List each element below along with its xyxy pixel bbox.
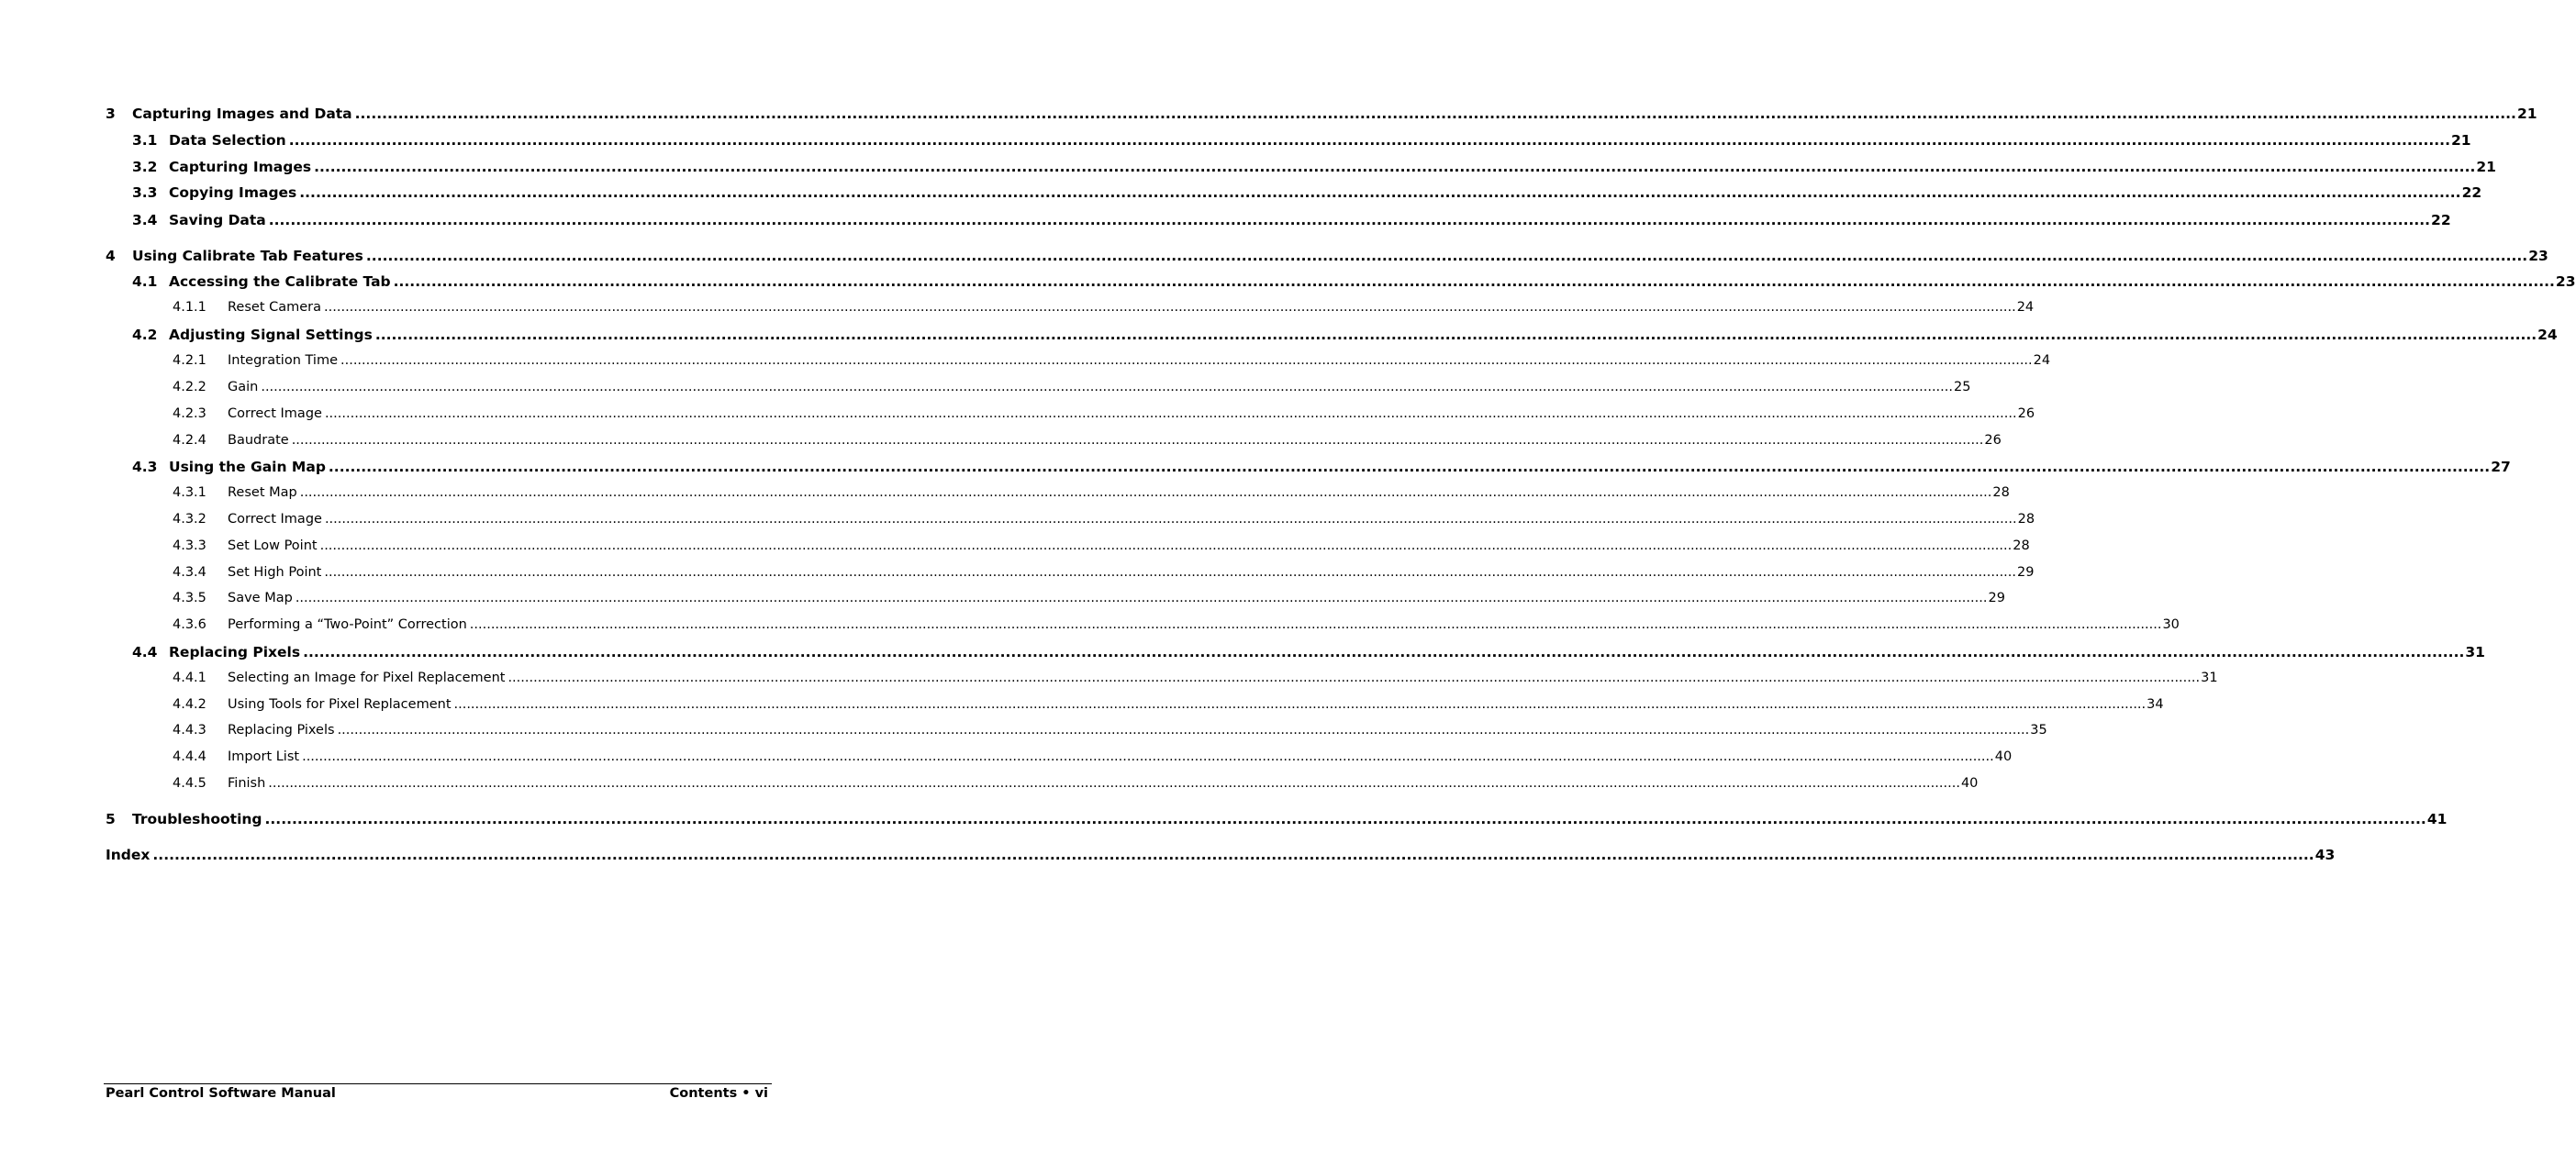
toc-page: 29 (1988, 591, 2005, 605)
toc-number: 4.4.3 (173, 723, 206, 738)
toc-title: Reset Map (228, 485, 297, 500)
toc-title: Integration Time (228, 353, 338, 368)
toc-number: 4.4.4 (173, 749, 206, 764)
toc-title: Set Low Point (228, 538, 318, 553)
toc-page: 22 (2431, 212, 2451, 228)
toc-entry[interactable] (173, 671, 2218, 685)
toc-page: 23 (2555, 273, 2576, 290)
toc-page: 28 (2017, 512, 2035, 527)
toc-entry[interactable] (173, 300, 2035, 315)
toc-title: Save Map (228, 591, 293, 605)
toc-number: 3.3 (132, 184, 158, 201)
toc-title: Performing a “Two-Point” Correction (228, 617, 467, 632)
footer-manual-title: Pearl Control Software Manual (106, 1086, 336, 1101)
footer-rule (104, 1083, 772, 1084)
toc-leader: ................................................................................................................................................................................................................................................................................................................................................................................................................ (324, 300, 2016, 315)
toc-entry[interactable] (106, 248, 2548, 264)
toc-entry[interactable] (173, 749, 2013, 764)
toc-page: 31 (2465, 644, 2485, 660)
toc-entry[interactable] (173, 538, 2030, 553)
toc-leader: ................................................................................................................................................................................................................................................................................................................................................................................................................ (268, 776, 1960, 791)
toc-entry[interactable] (106, 811, 2448, 827)
toc-entry[interactable] (132, 327, 2558, 343)
toc-page: 24 (2016, 300, 2035, 315)
toc-page: 22 (2461, 184, 2482, 201)
toc-leader: ................................................................................................................................................................................................................................................................................................................................................................................................................ (261, 380, 1953, 394)
toc-number: 4.4.1 (173, 671, 206, 685)
toc-leader: ................................................................................................................................................................................................................................................................................................................................................................................................................ (354, 105, 2516, 122)
toc-title: Replacing Pixels (169, 644, 301, 660)
toc-page: 41 (2426, 811, 2448, 827)
toc-title: Selecting an Image for Pixel Replacement (228, 671, 506, 685)
toc-title: Finish (228, 776, 266, 791)
toc-page: 35 (2030, 723, 2047, 738)
toc-title: Capturing Images (169, 159, 312, 175)
toc-page: 30 (2162, 617, 2180, 632)
toc-number: 3.2 (132, 159, 158, 175)
toc-title: Adjusting Signal Settings (169, 327, 373, 343)
toc-entry[interactable] (173, 617, 2180, 632)
toc-entry[interactable] (173, 380, 1971, 394)
toc-number: 4.4.2 (173, 697, 206, 712)
toc-entry[interactable] (173, 565, 2035, 580)
toc-page: 27 (2491, 459, 2511, 475)
toc-number: 4.4 (132, 644, 158, 660)
toc-number: 4.1.1 (173, 300, 206, 315)
toc-leader: ................................................................................................................................................................................................................................................................................................................................................................................................................ (328, 459, 2491, 475)
toc-number: 3 (106, 105, 116, 122)
toc-title: Reset Camera (228, 300, 322, 315)
toc-leader: ................................................................................................................................................................................................................................................................................................................................................................................................................ (507, 671, 2201, 685)
toc-number: 4.1 (132, 273, 158, 290)
toc-page: 40 (1994, 749, 2013, 764)
toc-entry[interactable] (173, 512, 2035, 527)
toc-page: 21 (2516, 105, 2537, 122)
toc-page: 23 (2528, 248, 2548, 264)
toc-title: Copying Images (169, 184, 297, 201)
toc-leader: ................................................................................................................................................................................................................................................................................................................................................................................................................ (268, 212, 2431, 228)
toc-title: Capturing Images and Data (132, 105, 352, 122)
toc-title: Set High Point (228, 565, 322, 580)
toc-leader: ................................................................................................................................................................................................................................................................................................................................................................................................................ (314, 159, 2476, 175)
toc-leader: ................................................................................................................................................................................................................................................................................................................................................................................................................ (340, 353, 2033, 368)
toc-leader: ................................................................................................................................................................................................................................................................................................................................................................................................................ (303, 644, 2465, 660)
toc-number: 4.3.5 (173, 591, 206, 605)
toc-number: 4.3 (132, 459, 158, 475)
toc-entry[interactable] (132, 159, 2496, 175)
toc-leader: ................................................................................................................................................................................................................................................................................................................................................................................................................ (264, 811, 2426, 827)
toc-number: 3.4 (132, 212, 158, 228)
toc-entry[interactable] (173, 353, 2051, 368)
toc-title: Accessing the Calibrate Tab (169, 273, 391, 290)
toc-entry[interactable] (173, 433, 2002, 448)
toc-entry[interactable] (132, 184, 2482, 201)
toc-title: Saving Data (169, 212, 266, 228)
toc-leader: ................................................................................................................................................................................................................................................................................................................................................................................................................ (337, 723, 2030, 738)
toc-page: 21 (2450, 132, 2471, 149)
toc-title: Troubleshooting (132, 811, 262, 827)
toc-entry[interactable] (173, 723, 2047, 738)
toc-leader: ................................................................................................................................................................................................................................................................................................................................................................................................................ (295, 591, 1988, 605)
toc-entry-index[interactable] (106, 847, 2336, 863)
toc-leader: ................................................................................................................................................................................................................................................................................................................................................................................................................ (324, 565, 2017, 580)
toc-page: 40 (1960, 776, 1979, 791)
toc-number: 4.2.4 (173, 433, 206, 448)
toc-page: 24 (2033, 353, 2051, 368)
toc-leader: ................................................................................................................................................................................................................................................................................................................................................................................................................ (393, 273, 2555, 290)
toc-number: 4.2.3 (173, 406, 206, 421)
toc-title: Using Tools for Pixel Replacement (228, 697, 452, 712)
toc-leader: ................................................................................................................................................................................................................................................................................................................................................................................................................ (374, 327, 2537, 343)
toc-leader: ................................................................................................................................................................................................................................................................................................................................................................................................................ (453, 697, 2147, 712)
toc-page: 25 (1954, 380, 1971, 394)
toc-entry[interactable] (132, 644, 2485, 660)
toc-leader: ................................................................................................................................................................................................................................................................................................................................................................................................................ (152, 847, 2314, 863)
toc-number: 4.3.6 (173, 617, 206, 632)
toc-title: Data Selection (169, 132, 286, 149)
toc-entry[interactable] (132, 212, 2451, 228)
toc-number: 4.2.1 (173, 353, 206, 368)
toc-number: 4.3.2 (173, 512, 206, 527)
toc-entry[interactable] (173, 485, 2010, 500)
toc-page: 43 (2314, 847, 2336, 863)
toc-title: Correct Image (228, 406, 322, 421)
toc-page: 28 (2013, 538, 2030, 553)
toc-leader: ................................................................................................................................................................................................................................................................................................................................................................................................................ (324, 512, 2017, 527)
toc-leader: ................................................................................................................................................................................................................................................................................................................................................................................................................ (291, 433, 1984, 448)
footer-section-page: Contents • vi (669, 1086, 768, 1101)
toc-page: 26 (2017, 406, 2035, 421)
toc-entry[interactable] (106, 105, 2537, 122)
toc-leader: ................................................................................................................................................................................................................................................................................................................................................................................................................ (469, 617, 2162, 632)
toc-page: 28 (1992, 485, 2010, 500)
toc-entry[interactable] (173, 591, 2005, 605)
toc-number: 4.4.5 (173, 776, 206, 791)
toc-leader: ................................................................................................................................................................................................................................................................................................................................................................................................................ (365, 248, 2528, 264)
toc-entry[interactable] (132, 273, 2576, 290)
toc-number: 4.2 (132, 327, 158, 343)
toc-page: 29 (2017, 565, 2035, 580)
toc-page: 21 (2476, 159, 2496, 175)
toc-title: Import List (228, 749, 300, 764)
toc-leader: ................................................................................................................................................................................................................................................................................................................................................................................................................ (324, 406, 2017, 421)
toc-number: 4 (106, 248, 116, 264)
toc-title: Baudrate (228, 433, 289, 448)
toc-number: 4.3.4 (173, 565, 206, 580)
toc-entry[interactable] (173, 776, 1979, 791)
toc-entry[interactable] (132, 132, 2471, 149)
toc-page: 31 (2201, 671, 2218, 685)
toc-number: 5 (106, 811, 116, 827)
toc-title: Correct Image (228, 512, 322, 527)
toc-entry[interactable] (132, 459, 2511, 475)
toc-leader: ................................................................................................................................................................................................................................................................................................................................................................................................................ (299, 485, 1992, 500)
toc-entry[interactable] (173, 697, 2164, 712)
toc-leader: ................................................................................................................................................................................................................................................................................................................................................................................................................ (299, 184, 2461, 201)
toc-number: 4.3.1 (173, 485, 206, 500)
toc-page: 26 (1984, 433, 2002, 448)
toc-leader: ................................................................................................................................................................................................................................................................................................................................................................................................................ (302, 749, 1994, 764)
toc-title: Gain (228, 380, 259, 394)
toc-leader: ................................................................................................................................................................................................................................................................................................................................................................................................................ (319, 538, 2013, 553)
toc-title: Replacing Pixels (228, 723, 335, 738)
toc-number: 3.1 (132, 132, 158, 149)
toc-number: 4.3.3 (173, 538, 206, 553)
toc-title: Index (106, 847, 151, 863)
toc-title: Using Calibrate Tab Features (132, 248, 363, 264)
toc-entry[interactable] (173, 406, 2035, 421)
toc-title: Using the Gain Map (169, 459, 326, 475)
toc-page: 34 (2147, 697, 2164, 712)
toc-leader: ................................................................................................................................................................................................................................................................................................................................................................................................................ (288, 132, 2450, 149)
toc-number: 4.2.2 (173, 380, 206, 394)
toc-page: 24 (2537, 327, 2558, 343)
